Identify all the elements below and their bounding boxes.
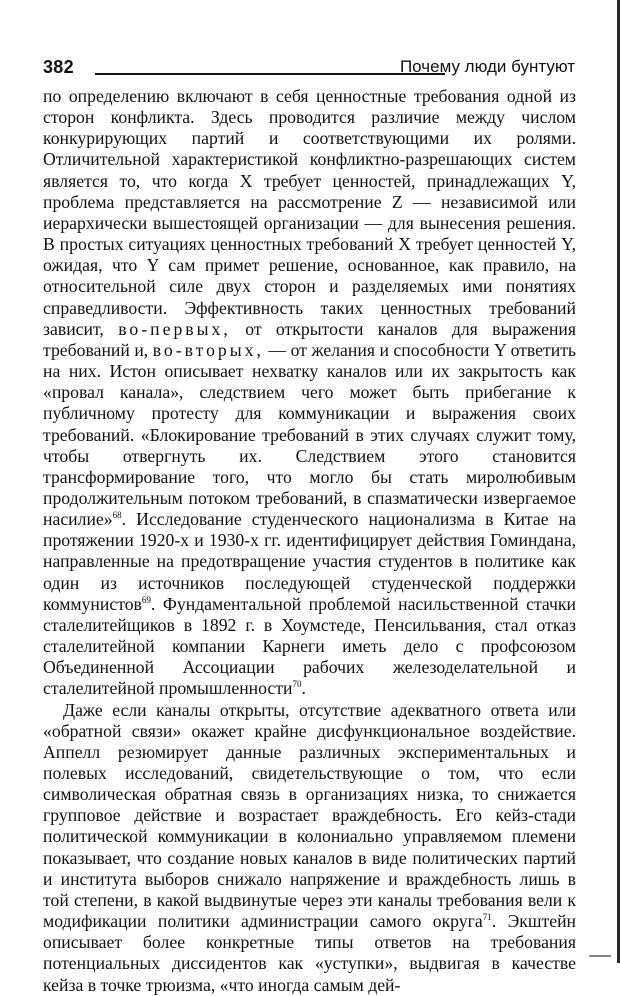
running-title: Почему люди бунтуют xyxy=(399,57,575,76)
paragraph-1-text-3: — от желания и способности Y ответить на них. Истон описывает нехватку каналов или их закрытость как «провал канала», следствием чего может быть прибегание к публичному протесту для коммуникации и выражения своих требований. «Блокирование требований в этих случаях служит тому, чтобы отвергнуть их. Следствием этого становится трансформирование того, что могло бы стать миролюбивым продолжительным потоком требований, в спазматически извергаемое насилие» xyxy=(43,339,576,530)
page-number: 382 xyxy=(43,57,74,77)
paragraph-2-text-1: Даже если каналы открыты, отсутствие адекватного ответа или «обратной связи» окажет крайне дисфункциональное воздействие. Аппелл резюмирует данные различных экспериментальных и полевых исследований, свидетельствующие о том, что если символическая обратная связь в организациях низка, то снижается групповое действие и возрастает враждебность. Его кейз-стади политической коммуникации в колониально управляемом племени показывает, что создание новых каналов в виде политических партий и института выборов снижало напряжение и враждебность лишь в той степени, в какой выдвинутые через эти каналы требования вели к модификации политики администрации самого округа xyxy=(43,699,576,932)
body-text xyxy=(43,86,576,996)
header-rule xyxy=(95,73,445,75)
paragraph-1-text-1: по определению включают в себя ценностные требования одной из сторон конфликта. Здесь проводится различие между числом конкурирующих партий и соответствующими их ролями. Отличительной характеристикой конфликтно-разрешающих систем является то, что когда X требует ценностей, принадлежащих Y, проблема представляется на рассмотрение Z — независимой или иерархически вышестоящей организации — для вынесения решения. В простых ситуациях ценностных требований X требует ценностей Y, ожидая, что Y сам примет решение, основанное, как правило, на относительной силе двух сторон и разделяемых ими понятиях справедливости. Эффективность таких ценностных требований зависит, xyxy=(43,86,576,339)
paragraph-1-text-5: . Фундаментальной проблемой насильственной стачки сталелитейщиков в 1892 г. в Хоумстеде, Пенсильвания, стал отказ сталелитейной компании Карнеги иметь дело с профсоюзом Объединенной Ассоциации рабочих железоделательной и сталелитейной промышленности xyxy=(43,593,576,699)
footnote-ref-70[interactable]: 70 xyxy=(292,679,302,690)
paragraph-1-text-6: . xyxy=(301,678,306,699)
footnote-ref-71[interactable]: 71 xyxy=(482,912,492,923)
paragraph-2-text-2: . Экштейн описывает более конкретные типы ответов на требования потенциальных диссидентов как «уступки», выдвигая в качестве кейза в точке трюизма, «что иногда самым дей- xyxy=(43,911,576,995)
footnote-ref-69[interactable]: 69 xyxy=(141,594,151,605)
paragraph-2 xyxy=(43,700,576,996)
scan-corner-mark xyxy=(589,945,618,957)
emphasis-second: во-вторых, xyxy=(152,339,264,360)
paragraph-1-text-2: от открытости каналов для выражения требований и, xyxy=(43,318,577,360)
footnote-ref-68[interactable]: 68 xyxy=(112,510,122,521)
page-header xyxy=(43,55,575,79)
paragraph-1 xyxy=(43,86,576,700)
paragraph-1-text-4: . Исследование студенческого национализма в Китае на протяжении 1920-х и 1930-х гг. идентифицирует действия Гоминдана, направленные на предотвращение участия студентов в политике как один из источников последующей студенческой поддержки коммунистов xyxy=(43,509,576,614)
emphasis-first: во-первых, xyxy=(118,318,231,339)
